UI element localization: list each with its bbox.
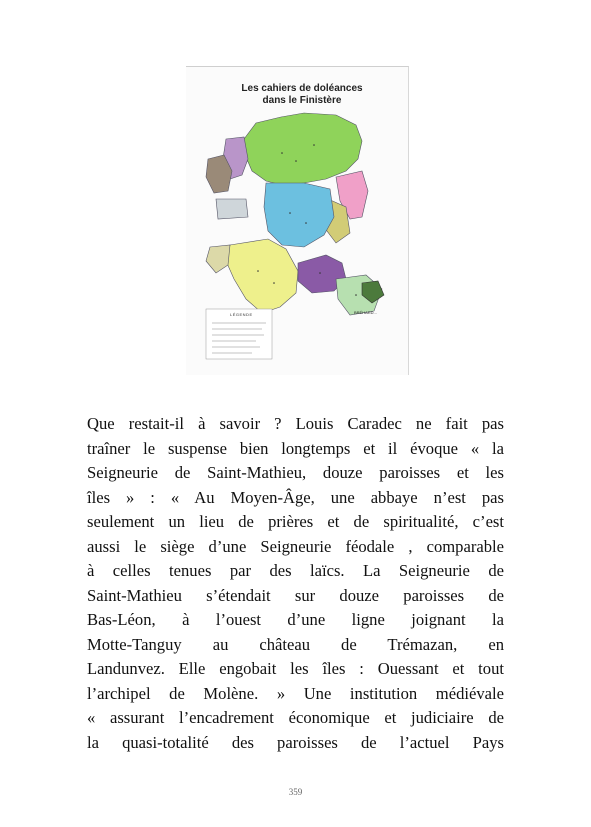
text-line: Bas-Léon, à l’ouest d’une ligne joignant la [87,610,504,629]
text-line: seulement un lieu de prières et de spiritualité, c’est [87,512,504,531]
text-line: îles » : « Au Moyen-Âge, une abbaye n’est pas [87,487,504,507]
map-title [212,83,392,107]
legend-title: LÉGENDE [230,312,253,317]
text-line: à celles tenues par des laïcs. La Seigneurie de [87,561,504,580]
map-region-south [226,239,298,313]
body-paragraph [87,412,504,755]
map-place-label: BRÉHARD... [354,310,377,315]
map-region-grey [216,199,248,219]
text-line: aussi le siège d’une Seigneurie féodale , comparable [87,536,504,556]
map-figure [186,66,409,375]
text-line: la quasi-totalité des paroisses de l’actuel Pays [87,732,504,752]
text-line: Que restait-il à savoir ? Louis Caradec ne fait pas [87,414,504,433]
map-region-north [244,113,362,185]
text-line: Motte-Tanguy au château de Trémazan, en [87,634,504,654]
text-line: Saint-Mathieu s’étendait sur douze paroisses de [87,585,504,605]
finistere-map [186,67,408,375]
map-region-southwest [206,245,230,273]
text-line: traîner le suspense bien longtemps et il évoque « la [87,438,504,458]
text-line: Landunvez. Elle engobait les îles : Ouessant et tout [87,659,504,678]
text-line: l’archipel de Molène. » Une institution médiévale [87,683,504,703]
map-title-line-1: Les cahiers de doléances [241,83,363,94]
map-title-line-2: dans le Finistère [262,95,342,106]
page-number: 359 [288,787,303,797]
text-line: « assurant l’encadrement économique et judiciaire de [87,708,504,727]
map-region-center [264,183,334,247]
text-line: Seigneurie de Saint-Mathieu, douze paroisses et les [87,463,504,482]
